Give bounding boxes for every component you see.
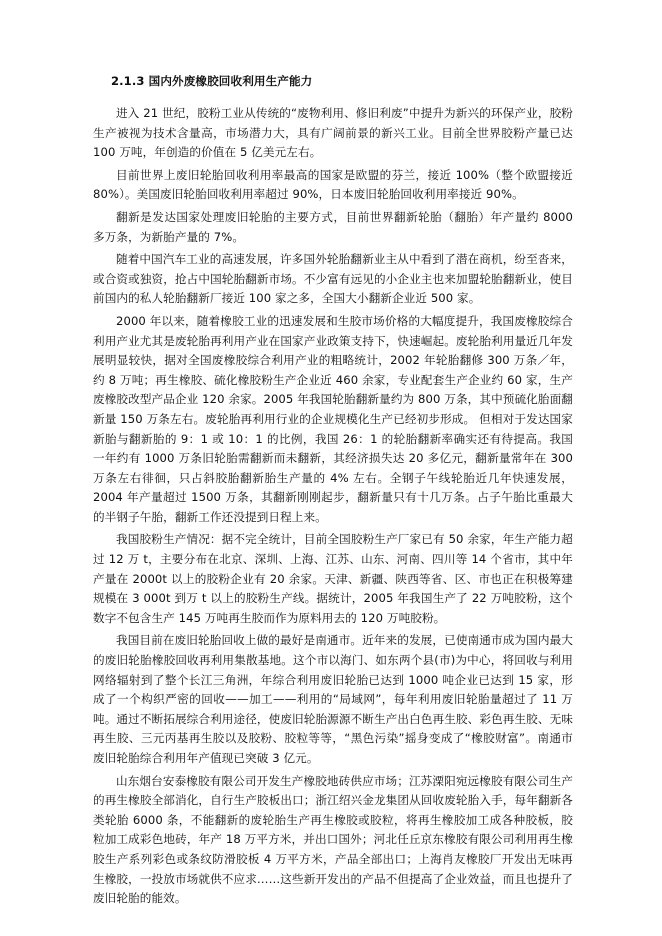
document-body [93, 72, 573, 912]
paragraph-company-examples: 山东烟台安泰橡胶有限公司开发生产橡胶地砖供应市场；江苏溧阳宛远橡胶有限公司生产的再生橡胶全部消化，自行生产胶板出口；浙江绍兴金龙集团从回收废轮胎入手，每年翻新各类轮胎 6000 条，不能翻新的废轮胎生产再生橡胶或胶粒，将再生橡胶加工成各种胶板，胶粒加工成彩色地砖，年产 18 万平方米，并出口国外；河北任丘京东橡胶有限公司利用再生橡胶生产系列彩色或条纹防滑胶板 4 万平方米，产品全部出口；上海肖友橡胶厂开发出无味再生橡胶，一投放市场就供不应求……这些新开发出的产品不但提高了企业效益，而且也提升了废旧轮胎的能效。 [93, 773, 573, 906]
paragraph-nantong-city: 我国目前在废旧轮胎回收上做的最好是南通市。近年来的发展，已使南通市成为国内最大的废旧轮胎橡胶回收再利用集散基地。这个市以海门、如东两个县(市)为中心，将回收与利用网络辐射到了整个长江三角洲，年综合利用废旧轮胎已达到 1000 吨企业已达到 15 家，形成了一个构织严密的回收——加工——利用的“局域网”，每年利用废旧轮胎量超过了 11 万吨。通过不断拓展综合利用途径，使废旧轮胎源源不断生产出白色再生胶、彩色再生胶、无味再生胶、三元丙基再生胶以及胶粉、胶粒等等，“黑色污染”摇身变成了“橡胶财富”。南通市废旧轮胎综合利用年产值现已突破 3 亿元。 [93, 633, 573, 765]
section-heading: 2.1.3 国内外废橡胶回收利用生产能力 [111, 74, 313, 88]
paragraph-retreading-world: 翻新是发达国家处理废旧轮胎的主要方式，目前世界翻新轮胎（翻胎）年产量约 8000 多万条，为新胎产量的 7%。 [93, 209, 573, 244]
paragraph-recycling-rates: 目前世界上废旧轮胎回收利用率最高的国家是欧盟的芬兰，接近 100%（整个欧盟接近 80%）。美国废旧轮胎回收利用率超过 90%，日本废旧轮胎回收利用率接近 90%。 [93, 167, 573, 202]
paragraph-china-retreading-market: 随着中国汽车工业的高速发展，许多国外轮胎翻新业主从中看到了潜在商机，纷至沓来，或合资或独资，抢占中国轮胎翻新市场。不少富有远见的小企业主也来加盟轮胎翻新业，使目前国内的私人轮胎翻新厂接近 100 家之多，全国大小翻新企业近 500 家。 [93, 252, 573, 306]
paragraph-world-rubber-powder: 进入 21 世纪，胶粉工业从传统的“废物利用、修旧利废”中提升为新兴的环保产业，胶粉生产被视为技术含量高，市场潜力大，具有广阔前景的新兴工业。目前全世界胶粉产量已达 100 万吨，年创造的价值在 5 亿美元左右。 [93, 106, 573, 160]
paragraph-china-rubber-powder-production: 我国胶粉生产情况：据不完全统计，目前全国胶粉生产厂家已有 50 余家，年生产能力超过 12 万 t，主要分布在北京、深圳、上海、江苏、山东、河南、四川等 14 个省市，其中年产量在 2000t 以上的胶粉企业有 20 余家。天津、新疆、陕西等省、区、市也正在积极筹建规模在 3 000t 到万 t 以上的胶粉生产线。据统计，2005 年我国生产了 22 万吨胶粉，这个数字不包含生产 145 万吨再生胶而作为原料用去的 120 万吨胶粉。 [93, 532, 573, 625]
paragraph-china-industry-since-2000: 2000 年以来，随着橡胶工业的迅速发展和生胶市场价格的大幅度提升，我国废橡胶综合利用产业尤其是废轮胎再利用产业在国家产业政策支持下，快速崛起。废轮胎利用量近几年发展明显较快，据对全国废橡胶综合利用产业的粗略统计，2002 年轮胎翻修 300 万条／年，约 8 万吨；再生橡胶、硫化橡胶粉生产企业近 460 余家，专业配套生产企业约 60 家，生产废橡胶改型产品企业 120 余家。2005 年我国轮胎翻新量约为 800 万条，其中预硫化胎面翻新量 150 万条左右。废轮胎再利用行业的企业规模化生产已经初步形成。 但相对于发达国家新胎与翻新胎的 9：1 或 10：1 的比例，我国 26：1 的轮胎翻新率确实还有待提高。我国一年约有 1000 万条旧轮胎需翻新而未翻新，其经济损失达 20 多亿元，翻新量常年在 300 万条左右徘徊，只占斜胶胎翻新胎生产量的 4% 左右。全钢子午线轮胎近几年快速发展，2004 年产量超过 1500 万条，其翻新刚刚起步，翻新量只有十几万条。占子午胎比重最大的半钢子午胎，翻新工作还没提到日程上来。 [93, 313, 573, 524]
